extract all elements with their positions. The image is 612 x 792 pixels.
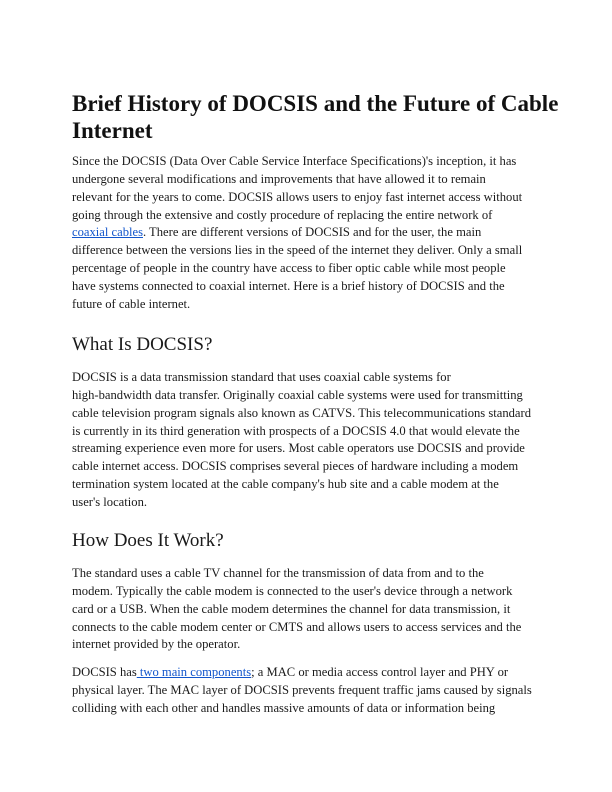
text-line: high-bandwidth data transfer. Originally coaxial cable systems were used for transmitting <box>72 387 523 402</box>
text-line: user's location. <box>72 494 148 509</box>
text-line: cable internet access. DOCSIS comprises several pieces of hardware including a modem <box>72 459 519 474</box>
components-paragraph <box>72 664 532 718</box>
text-line: termination system located at the cable company's hub site and a cable modem at the <box>72 477 499 492</box>
text-span: . There are different versions of DOCSIS and for the user, the main <box>142 225 482 240</box>
text-line: difference between the versions lies in the speed of the internet they deliver. Only a small <box>72 243 523 258</box>
text-line: connects to the cable modem center or CMTS and allows users to access services and the <box>72 619 522 634</box>
text-line: colliding with each other and handles massive amounts of data or information being <box>72 700 496 715</box>
text-line: streaming experience even more for users. Most cable operators use DOCSIS and provide <box>72 441 525 456</box>
text-line: DOCSIS is a data transmission standard that uses coaxial cable systems for <box>72 370 451 384</box>
text-span: ; a MAC or media access control layer and PHY or <box>251 665 509 679</box>
title-line: Internet <box>72 118 153 143</box>
text-line: is currently in its third generation with prospects of a DOCSIS 4.0 that would elevate the <box>72 423 520 438</box>
text-line: cable television program signals also known as CATVS. This telecommunications standard <box>72 405 532 420</box>
text-line <box>72 224 522 242</box>
text-line <box>72 664 532 682</box>
text-line: going through the extensive and costly procedure of replacing the entire network of <box>72 207 493 222</box>
intro-paragraph <box>72 153 522 314</box>
text-line: undergone several modifications and improvements that have allowed it to remain <box>72 171 486 186</box>
title-line: Brief History of DOCSIS and the Future of Cable <box>72 91 559 116</box>
text-span: DOCSIS has <box>72 665 137 679</box>
text-line: Since the DOCSIS (Data Over Cable Service Interface Specifications)'s inception, it has <box>72 154 517 168</box>
text-line: physical layer. The MAC layer of DOCSIS prevents frequent traffic jams caused by signals <box>72 682 532 697</box>
page-title <box>72 90 558 144</box>
section-heading-how-does-it-work: How Does It Work? <box>72 530 224 551</box>
text-line: future of cable internet. <box>72 296 191 311</box>
text-line: percentage of people in the country have access to fiber optic cable while most people <box>72 261 506 276</box>
text-line: modem. Typically the cable modem is connected to the user's device through a network <box>72 583 513 598</box>
text-line: have systems connected to coaxial internet. Here is a brief history of DOCSIS and the <box>72 278 505 293</box>
how-it-works-paragraph <box>72 565 521 654</box>
text-line: relevant for the years to come. DOCSIS allows users to enjoy fast internet access without <box>72 189 523 204</box>
text-line: The standard uses a cable TV channel for the transmission of data from and to the <box>72 566 484 580</box>
coaxial-cables-link[interactable]: coaxial cables <box>72 225 143 240</box>
text-line: card or a USB. When the cable modem determines the channel for data transmission, it <box>72 601 511 616</box>
what-is-docsis-paragraph <box>72 369 531 512</box>
two-main-components-link[interactable]: two main components <box>136 665 252 679</box>
section-heading-what-is-docsis: What Is DOCSIS? <box>72 334 213 355</box>
text-line: internet provided by the operator. <box>72 637 241 652</box>
